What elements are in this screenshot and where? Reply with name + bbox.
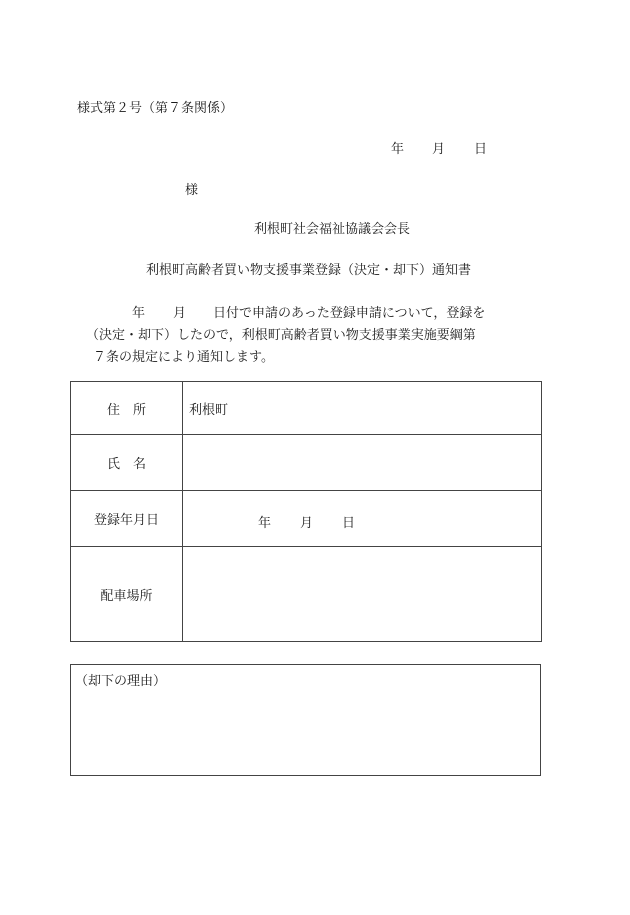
address-value: 利根町 <box>183 382 542 435</box>
rejection-reason-box <box>70 664 541 776</box>
body-year-label: 年 <box>132 306 146 321</box>
issue-date-day-label: 日 <box>474 142 488 157</box>
issue-date-year-label: 年 <box>391 142 405 157</box>
rejection-reason-label: （却下の理由） <box>75 674 167 689</box>
registration-month-label: 月 <box>300 515 314 531</box>
form-number-label: 様式第２号（第７条関係） <box>77 101 234 116</box>
issue-date-month-label: 月 <box>432 142 446 157</box>
registration-date-row <box>71 491 542 547</box>
registration-day-label: 日 <box>342 515 356 531</box>
name-row <box>71 435 542 491</box>
registration-year-label: 年 <box>258 515 272 531</box>
issuer-name: 利根町社会福祉協議会会長 <box>254 222 411 237</box>
pickup-location-label: 配車場所 <box>71 547 183 642</box>
registration-date-value <box>183 491 542 547</box>
addressee-suffix: 様 <box>185 183 199 198</box>
body-line-2: （決定・却下）したので，利根町高齢者買い物支援事業実施要綱第 <box>86 328 476 343</box>
document-title: 利根町高齢者買い物支援事業登録（決定・却下）通知書 <box>146 263 472 278</box>
address-row <box>71 382 542 435</box>
body-month-label: 月 <box>173 306 187 321</box>
name-label: 氏 名 <box>71 435 183 491</box>
registration-info-table <box>70 381 542 642</box>
address-label: 住 所 <box>71 382 183 435</box>
body-line-1: 日付で申請のあった登録申請について，登録を <box>213 306 486 321</box>
registration-date-label: 登録年月日 <box>71 491 183 547</box>
name-value <box>183 435 542 491</box>
body-line-3: ７条の規定により通知します。 <box>93 350 274 365</box>
pickup-location-value <box>183 547 542 642</box>
pickup-location-row <box>71 547 542 642</box>
